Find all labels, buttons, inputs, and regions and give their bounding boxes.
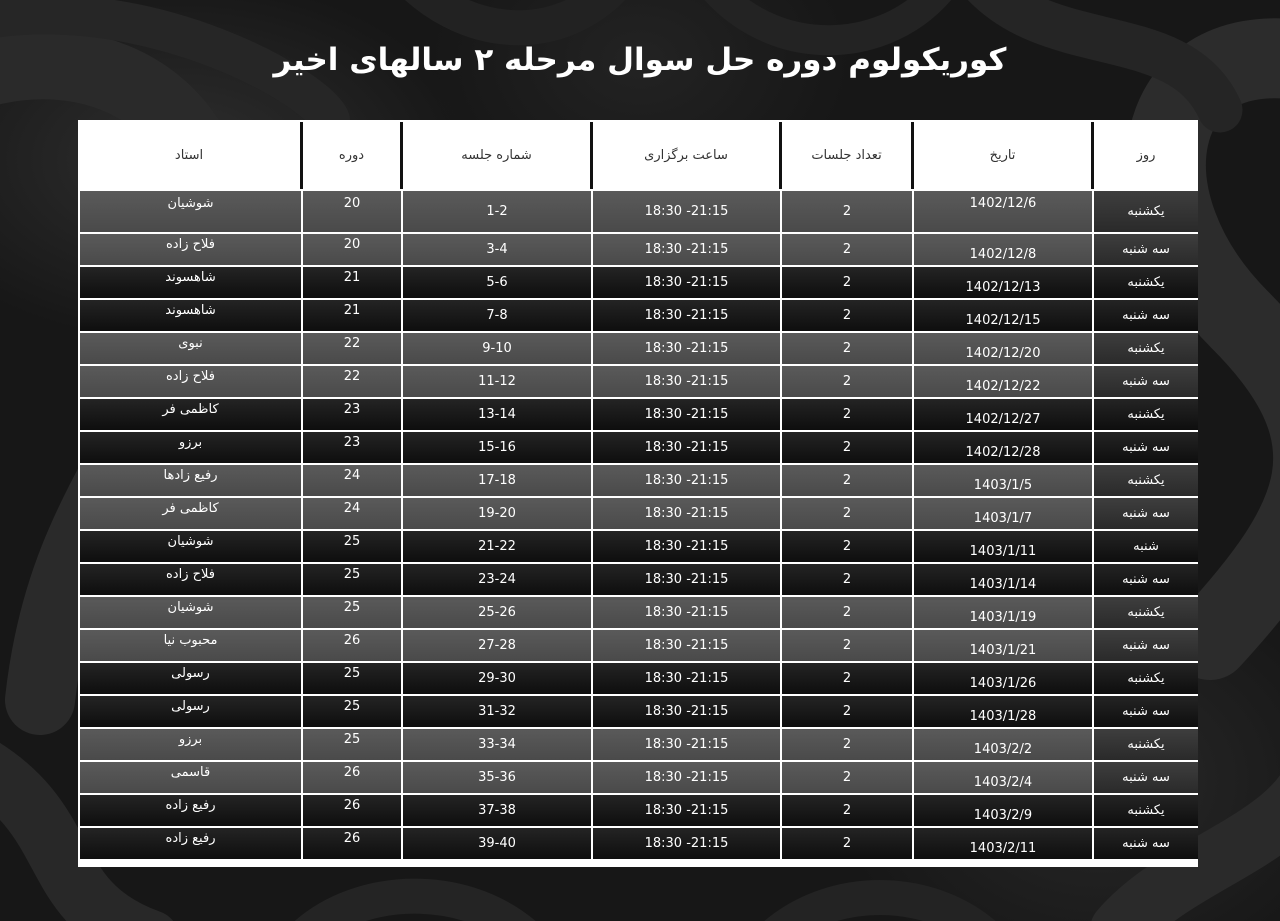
cell-session: 25-26 <box>403 597 591 628</box>
cell-count: 2 <box>782 630 912 661</box>
cell-time: 18:30 -21:15 <box>593 828 780 859</box>
cell-date: 1402/12/20 <box>914 333 1092 364</box>
table-row <box>78 828 1198 859</box>
table-row <box>78 432 1198 463</box>
cell-teacher: شاهسوند <box>80 300 301 331</box>
cell-teacher: قاسمی <box>80 762 301 793</box>
cell-session: 17-18 <box>403 465 591 496</box>
cell-date: 1402/12/28 <box>914 432 1092 463</box>
cell-term: 23 <box>303 399 401 430</box>
cell-session: 7-8 <box>403 300 591 331</box>
cell-date: 1402/12/15 <box>914 300 1092 331</box>
cell-count: 2 <box>782 828 912 859</box>
table-row <box>78 663 1198 694</box>
cell-term: 25 <box>303 696 401 727</box>
cell-count: 2 <box>782 333 912 364</box>
table-row <box>78 531 1198 562</box>
table-row <box>78 465 1198 496</box>
header-divider <box>400 122 403 189</box>
cell-term: 23 <box>303 432 401 463</box>
cell-term: 25 <box>303 531 401 562</box>
cell-day: یکشنبه <box>1094 795 1198 826</box>
cell-date: 1402/12/22 <box>914 366 1092 397</box>
cell-session: 23-24 <box>403 564 591 595</box>
cell-session: 39-40 <box>403 828 591 859</box>
cell-count: 2 <box>782 234 912 265</box>
cell-term: 24 <box>303 465 401 496</box>
cell-date: 1403/1/14 <box>914 564 1092 595</box>
cell-day: سه شنبه <box>1094 234 1198 265</box>
cell-time: 18:30 -21:15 <box>593 432 780 463</box>
cell-teacher: شوشیان <box>80 597 301 628</box>
cell-session: 29-30 <box>403 663 591 694</box>
table-row <box>78 191 1198 232</box>
cell-count: 2 <box>782 366 912 397</box>
cell-teacher: فلاح زاده <box>80 234 301 265</box>
cell-term: 24 <box>303 498 401 529</box>
table-row <box>78 300 1198 331</box>
cell-time: 18:30 -21:15 <box>593 729 780 760</box>
cell-time: 18:30 -21:15 <box>593 498 780 529</box>
cell-date: 1403/2/2 <box>914 729 1092 760</box>
cell-session: 11-12 <box>403 366 591 397</box>
cell-day: سه شنبه <box>1094 498 1198 529</box>
cell-session: 19-20 <box>403 498 591 529</box>
header-day: روز <box>1136 148 1156 163</box>
table-row <box>78 267 1198 298</box>
cell-day: سه شنبه <box>1094 630 1198 661</box>
header-date: تاریخ <box>989 148 1016 163</box>
cell-count: 2 <box>782 696 912 727</box>
cell-time: 18:30 -21:15 <box>593 333 780 364</box>
cell-term: 26 <box>303 795 401 826</box>
cell-count: 2 <box>782 531 912 562</box>
cell-term: 21 <box>303 267 401 298</box>
cell-time: 18:30 -21:15 <box>593 762 780 793</box>
cell-day: یکشنبه <box>1094 597 1198 628</box>
cell-teacher: فلاح زاده <box>80 564 301 595</box>
cell-teacher: رسولی <box>80 696 301 727</box>
cell-day: سه شنبه <box>1094 564 1198 595</box>
cell-session: 13-14 <box>403 399 591 430</box>
cell-time: 18:30 -21:15 <box>593 399 780 430</box>
cell-time: 18:30 -21:15 <box>593 267 780 298</box>
cell-count: 2 <box>782 762 912 793</box>
header-time: ساعت برگزاری <box>644 148 728 163</box>
cell-teacher: رفیع زادها <box>80 465 301 496</box>
schedule-table <box>78 120 1198 867</box>
cell-time: 18:30 -21:15 <box>593 564 780 595</box>
cell-count: 2 <box>782 465 912 496</box>
cell-term: 25 <box>303 597 401 628</box>
cell-teacher: فلاح زاده <box>80 366 301 397</box>
cell-teacher: شوشیان <box>80 191 301 232</box>
cell-count: 2 <box>782 795 912 826</box>
cell-count: 2 <box>782 729 912 760</box>
cell-count: 2 <box>782 300 912 331</box>
cell-term: 22 <box>303 333 401 364</box>
cell-session: 33-34 <box>403 729 591 760</box>
table-row <box>78 630 1198 661</box>
table-row <box>78 564 1198 595</box>
table-body <box>78 191 1198 861</box>
cell-teacher: محبوب نیا <box>80 630 301 661</box>
cell-date: 1403/1/21 <box>914 630 1092 661</box>
cell-time: 18:30 -21:15 <box>593 696 780 727</box>
cell-teacher: کاظمی فر <box>80 399 301 430</box>
cell-day: یکشنبه <box>1094 267 1198 298</box>
cell-day: سه شنبه <box>1094 366 1198 397</box>
table-row <box>78 762 1198 793</box>
header-session: شماره جلسه <box>461 148 532 163</box>
cell-term: 20 <box>303 191 401 232</box>
header-divider <box>779 122 782 189</box>
cell-session: 15-16 <box>403 432 591 463</box>
cell-teacher: شوشیان <box>80 531 301 562</box>
cell-count: 2 <box>782 432 912 463</box>
table-row <box>78 795 1198 826</box>
cell-teacher: رفیع زاده <box>80 828 301 859</box>
header-count: تعداد جلسات <box>811 148 882 163</box>
cell-date: 1402/12/13 <box>914 267 1092 298</box>
cell-teacher: رسولی <box>80 663 301 694</box>
cell-day: شنبه <box>1094 531 1198 562</box>
cell-time: 18:30 -21:15 <box>593 300 780 331</box>
cell-date: 1402/12/8 <box>914 234 1092 265</box>
cell-time: 18:30 -21:15 <box>593 531 780 562</box>
cell-day: یکشنبه <box>1094 399 1198 430</box>
table-row <box>78 498 1198 529</box>
cell-date: 1403/1/28 <box>914 696 1092 727</box>
cell-day: یکشنبه <box>1094 191 1198 232</box>
header-divider <box>590 122 593 189</box>
cell-session: 21-22 <box>403 531 591 562</box>
table-row <box>78 399 1198 430</box>
cell-teacher: شاهسوند <box>80 267 301 298</box>
cell-session: 27-28 <box>403 630 591 661</box>
header-term: دوره <box>338 148 365 163</box>
cell-session: 1-2 <box>403 191 591 232</box>
cell-time: 18:30 -21:15 <box>593 795 780 826</box>
cell-term: 21 <box>303 300 401 331</box>
cell-teacher: برزو <box>80 432 301 463</box>
cell-time: 18:30 -21:15 <box>593 663 780 694</box>
header-teacher: استاد <box>174 148 204 163</box>
cell-day: یکشنبه <box>1094 663 1198 694</box>
cell-time: 18:30 -21:15 <box>593 630 780 661</box>
cell-term: 22 <box>303 366 401 397</box>
cell-date: 1403/1/26 <box>914 663 1092 694</box>
cell-date: 1403/1/5 <box>914 465 1092 496</box>
cell-date: 1403/1/7 <box>914 498 1092 529</box>
cell-count: 2 <box>782 267 912 298</box>
cell-time: 18:30 -21:15 <box>593 191 780 232</box>
cell-session: 37-38 <box>403 795 591 826</box>
cell-date: 1403/2/11 <box>914 828 1092 859</box>
cell-day: سه شنبه <box>1094 762 1198 793</box>
cell-count: 2 <box>782 663 912 694</box>
cell-teacher: برزو <box>80 729 301 760</box>
cell-date: 1402/12/27 <box>914 399 1092 430</box>
cell-session: 9-10 <box>403 333 591 364</box>
cell-count: 2 <box>782 564 912 595</box>
cell-day: یکشنبه <box>1094 333 1198 364</box>
cell-term: 25 <box>303 564 401 595</box>
cell-day: سه شنبه <box>1094 432 1198 463</box>
cell-teacher: کاظمی فر <box>80 498 301 529</box>
cell-term: 20 <box>303 234 401 265</box>
cell-time: 18:30 -21:15 <box>593 465 780 496</box>
table-row <box>78 234 1198 265</box>
cell-date: 1403/2/4 <box>914 762 1092 793</box>
header-divider <box>911 122 914 189</box>
cell-count: 2 <box>782 597 912 628</box>
cell-session: 5-6 <box>403 267 591 298</box>
table-header <box>78 120 1198 191</box>
cell-count: 2 <box>782 498 912 529</box>
cell-count: 2 <box>782 399 912 430</box>
cell-count: 2 <box>782 191 912 232</box>
cell-teacher: رفیع زاده <box>80 795 301 826</box>
cell-date: 1402/12/6 <box>914 191 1092 232</box>
cell-date: 1403/1/19 <box>914 597 1092 628</box>
page-title: کوریکولوم دوره حل سوال مرحله ۲ سالهای اخیر <box>273 42 1007 78</box>
cell-session: 3-4 <box>403 234 591 265</box>
cell-day: یکشنبه <box>1094 465 1198 496</box>
cell-term: 25 <box>303 729 401 760</box>
cell-session: 31-32 <box>403 696 591 727</box>
cell-date: 1403/1/11 <box>914 531 1092 562</box>
cell-term: 26 <box>303 630 401 661</box>
cell-day: سه شنبه <box>1094 300 1198 331</box>
cell-term: 26 <box>303 828 401 859</box>
cell-time: 18:30 -21:15 <box>593 366 780 397</box>
table-row <box>78 333 1198 364</box>
table-row <box>78 597 1198 628</box>
cell-day: سه شنبه <box>1094 828 1198 859</box>
cell-term: 25 <box>303 663 401 694</box>
cell-teacher: نبوی <box>80 333 301 364</box>
cell-time: 18:30 -21:15 <box>593 234 780 265</box>
cell-session: 35-36 <box>403 762 591 793</box>
header-divider <box>1091 122 1094 189</box>
cell-time: 18:30 -21:15 <box>593 597 780 628</box>
cell-date: 1403/2/9 <box>914 795 1092 826</box>
table-row <box>78 729 1198 760</box>
header-divider <box>300 122 303 189</box>
cell-day: یکشنبه <box>1094 729 1198 760</box>
cell-day: سه شنبه <box>1094 696 1198 727</box>
table-row <box>78 696 1198 727</box>
cell-term: 26 <box>303 762 401 793</box>
table-row <box>78 366 1198 397</box>
